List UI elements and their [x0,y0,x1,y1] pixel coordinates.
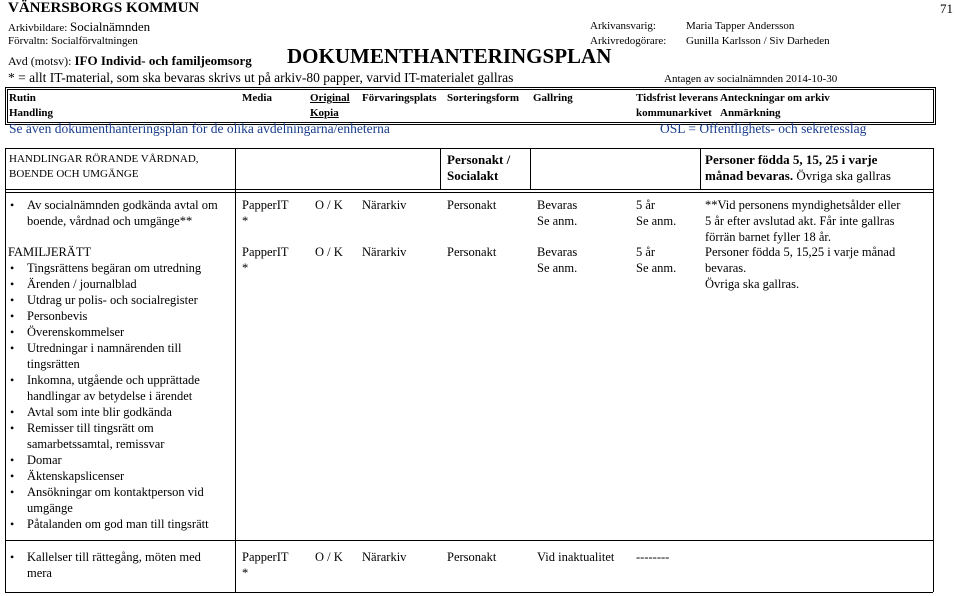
avd-value: IFO Individ- och familjeomsorg [74,53,252,68]
row2-handling-list [5,260,233,532]
list-item [5,197,233,229]
row2-item-3: Personbevis [27,309,88,323]
row2-item-8: handlingar av betydelse i ärendet [27,389,193,403]
section-divider [5,189,933,190]
org-name: VÄNERSBORGS KOMMUN [8,0,200,16]
col-media: Media [242,92,272,104]
row3-media-1: PapperIT [242,550,289,564]
row2-media-2: * [242,261,249,275]
row1-media-1: PapperIT [242,198,289,212]
row2-gallring-1: Bevaras [537,245,578,259]
row2-item-9: Avtal som inte blir godkända [27,405,172,419]
it-material-note: * = allt IT-material, som ska bevaras skrivs ut på arkiv-80 papper, varvid IT-materialet gallras [8,70,514,85]
col-gallring: Gallring [533,92,573,104]
list-item [5,276,233,292]
col-tidsfrist-2: kommunarkivet [636,107,712,119]
avd [8,53,252,69]
row2-item-15: umgänge [27,501,73,515]
row1-sorteringsform: Personakt [447,198,497,212]
arkivansvarig-value: Maria Tapper Andersson [686,20,795,32]
row2-anm-3: Övriga ska gallras. [705,277,800,291]
osl-note: OSL = Offentlighets- och sekretesslag [660,121,867,136]
row2-item-5: Utredningar i namnärenden till [27,341,182,355]
see-also-note: Se även dokumenthanteringsplan för de olika avdelningarna/enheterna [9,121,390,136]
row3-media [242,549,289,581]
page-number: 71 [940,1,953,16]
row1-handling-list [5,197,233,229]
row2-item-14: Ansökningar om kontaktperson vid [27,485,204,499]
arkivbildare-label: Arkivbildare: [8,22,68,34]
row2-item-12: Domar [27,453,62,467]
row2-heading: FAMILJERÄTT [8,245,92,259]
col-rutin: Rutin [9,92,36,104]
col-sorteringsform: Sorteringsform [447,92,520,104]
row2-media-1: PapperIT [242,245,289,259]
row-divider [5,540,933,541]
row3-handling-2: mera [27,566,52,580]
col-tidsfrist-1: Tidsfrist leverans [636,92,718,104]
row2-tid-1: 5 år [636,245,656,259]
row1-gallring [537,197,577,229]
row3-gallring: Vid inaktualitet [537,550,615,564]
arkivansvarig-label: Arkivansvarig: [590,20,656,32]
row2-tidsfrist [636,244,676,276]
forvaltn-value: Socialförvaltningen [51,35,138,47]
arkivbildare-value: Socialnämnden [70,19,151,34]
row2-item-6: tingsrätten [27,357,80,371]
row1-media-2: * [242,214,249,228]
row3-handling-1: Kallelser till rättegång, möten med [27,550,201,564]
row1-tid-2: Se anm. [636,214,677,228]
section-note-1: Personer födda 5, 15, 25 i varje [705,152,878,167]
col-divider-sort [440,148,441,189]
col-forvaringsplats: Förvaringsplats [362,92,437,104]
antagen-date: Antagen av socialnämnden 2014-10-30 [664,73,838,85]
row2-item-11: samarbetssamtal, remissvar [27,437,165,451]
row3-sorteringsform: Personakt [447,550,497,564]
list-item [5,404,233,420]
section-sort-1: Personakt / [447,152,511,167]
row2-item-7: Inkomna, utgående och upprättade [27,373,200,387]
avd-label: Avd (motsv): [8,54,72,68]
row2-item-16: Påtalanden om god man till tingsrätt [27,517,209,531]
list-item [5,549,233,581]
row2-anm-2: bevaras. [705,261,747,275]
row2-item-2: Utdrag ur polis- och socialregister [27,293,198,307]
row2-anm-1: Personer födda 5, 15,25 i varje månad [705,245,896,259]
list-item [5,452,233,468]
table-top-border [5,148,933,149]
col-divider-media [235,148,236,592]
row1-tidsfrist [636,197,676,229]
forvaltn-label: Förvaltn: [8,35,49,47]
list-item [5,420,233,452]
document-title: DOKUMENTHANTERINGSPLAN [287,44,612,68]
row2-item-13: Äktenskapslicenser [27,469,125,483]
list-item [5,340,233,372]
table-right-border [933,148,934,592]
section-title-2: BOENDE OCH UMGÄNGE [9,168,139,180]
row2-tid-2: Se anm. [636,261,677,275]
row2-forvaringsplats: Närarkiv [362,245,407,259]
table-bottom-border [5,592,933,593]
arkivbildare [8,19,150,35]
section-note-line2 [705,168,891,184]
row1-gallring-1: Bevaras [537,198,578,212]
list-item [5,324,233,340]
row1-anm-2: 5 år efter avslutad akt. Får inte gallras [705,214,895,228]
forvaltn [8,35,138,47]
list-item [5,516,233,532]
row2-gallring-2: Se anm. [537,261,578,275]
row1-tid-1: 5 år [636,198,656,212]
row2-item-0: Tingsrättens begäran om utredning [27,261,202,275]
section-sort-2: Socialakt [447,168,499,183]
row1-anm-1: **Vid personens myndighetsålder eller [705,198,901,212]
row1-media [242,197,289,229]
row1-original: O / K [315,198,343,212]
row2-gallring [537,244,577,276]
section-divider-2 [5,192,933,193]
row2-media [242,244,289,276]
row3-media-2: * [242,566,249,580]
row3-tidsfrist: -------- [636,550,670,564]
row1-handling-2: boende, vårdnad och umgänge** [27,214,193,228]
col-original: Original [310,92,350,104]
col-kopia: Kopia [310,107,339,119]
row2-original: O / K [315,245,343,259]
list-item [5,292,233,308]
section-note-3: Övriga ska gallras [796,168,891,183]
list-item [5,260,233,276]
row1-gallring-2: Se anm. [537,214,578,228]
row1-anmarkning [705,197,900,245]
row1-handling-1: Av socialnämnden godkända avtal om [27,198,218,212]
row2-anmarkning [705,244,895,292]
col-handling: Handling [9,107,54,119]
row3-handling-list [5,549,233,581]
col-anteckningar-2: Anmärkning [720,107,781,119]
row2-item-4: Överenskommelser [27,325,125,339]
list-item [5,372,233,404]
section-note-2: månad bevaras. [705,168,794,183]
arkivredogorare-value: Gunilla Karlsson / Siv Darheden [686,35,830,47]
row2-item-10: Remisser till tingsrätt om [27,421,154,435]
col-divider-gallring [530,148,531,189]
col-divider-anm [700,148,701,189]
row1-anm-3: förrän barnet fyller 18 år. [705,230,831,244]
section-title-1: HANDLINGAR RÖRANDE VÅRDNAD, [9,153,199,165]
list-item [5,468,233,484]
row2-sorteringsform: Personakt [447,245,497,259]
row3-forvaringsplats: Närarkiv [362,550,407,564]
list-item [5,308,233,324]
row1-forvaringsplats: Närarkiv [362,198,407,212]
col-anteckningar-1: Anteckningar om arkiv [720,92,830,104]
row2-item-1: Ärenden / journalblad [27,277,137,291]
row3-original: O / K [315,550,343,564]
arkivredogorare-label: Arkivredogörare: [590,35,667,47]
list-item [5,484,233,516]
